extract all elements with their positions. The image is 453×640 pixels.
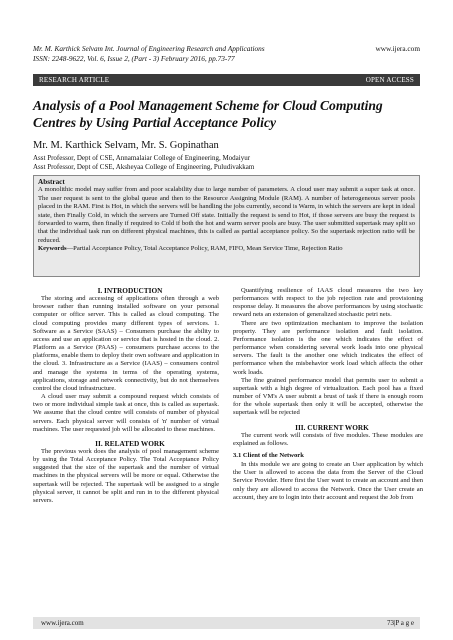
client-network-paragraph: In this module we are going to create an User application by which the User is allowed to access the data from the Server of the Cloud Service Provider. Here first the User want to create an account and then only they are allowed to access the Network. Once the User create an account, they are to login into their account and request the Job from (233, 461, 423, 501)
left-column (33, 287, 219, 505)
article-type-banner (33, 74, 420, 86)
journal-citation-line: Mr. M. Karthick Selvam Int. Journal of Engineering Research and Applications (33, 44, 265, 53)
affiliation-2: Asst Professor, Dept of CSE, Aksheyaa College of Engineering, Puludivakkam (33, 163, 255, 171)
page-footer (33, 617, 420, 629)
paper-authors: Mr. M. Karthick Selvam, Mr. S. Gopinathan (33, 140, 219, 151)
related-work-paragraph-1: The previous work does the analysis of pool management scheme by using the Total Acceptance Policy. The Total Acceptance Policy suggested that the size of the supertask and the number of virtual machines in the physical servers will be more or equal. Otherwise the supertask will be rejected. The supertask will be assigned to a single physical server, it cannot be split and run in to the different physical servers. (33, 447, 219, 504)
right-column (233, 287, 423, 502)
related-work-heading: II. RELATED WORK (95, 438, 165, 448)
journal-url[interactable]: www.ijera.com (375, 44, 420, 53)
abstract-text: A monolithic model may suffer from and poor scalability due to large number of parameters. A cloud user may submit a super task at once. The user request is sent to the global queue and then to the Resource Assigning Module (RAM). A number of heterogeneous server pools placed in the RAM. First is Hot, in which the servers will be handling the jobs currently, second is Warm, in which the servers are kept in ideal state, then Finally Cold, in which the servers are Turned Off state. Initially the request is send to Hot, if those servers are busy the request is forwarded to warm, then finally if required to Cold if both the hot and warm server pools are busy. The user submitted supertask may split so that the individual task run on different physical machines, this is called as partial acceptance policy. So the supertask rejection ratio will be reduced. (38, 186, 415, 244)
current-work-heading: III. CURRENT WORK (295, 422, 369, 432)
right-paragraph-1: Quantifying resilience of IAAS cloud measures the two key performances with respect to the job rejection rate and provisioning response delay. It measures the above performances by using stochastic reward nets an extension of generalized stochastic petri nets. (233, 287, 423, 319)
current-work-paragraph-1: The current work will consists of five modules. These modules are explained as follows. (233, 431, 423, 447)
right-paragraph-3: The fine grained performance model that permits user to submit a supertask with a high degree of virtualization. Each pool has a fixed number of VM's A user submit a brust of task if there is enough room for the whole supertask then only it will be accepted, otherwise the supertask will be rejected (233, 376, 423, 417)
keywords-text: —Partial Acceptance Policy, Total Acceptance Policy, RAM, FIFO, Mean Service Time, Rejection Ratio (66, 245, 343, 253)
footer-url[interactable]: www.ijera.com (41, 618, 84, 627)
introduction-paragraph-2: A cloud user may submit a compound request which consists of two or more individual simple task at once, this is called as supertask. We assume that the cloud centre will consists of number of physical servers. Each physical server will consists of 'n' number of virtual machines. The user requested job will be allocated to these machines. (33, 393, 219, 433)
research-article-label: RESEARCH ARTICLE (39, 75, 110, 84)
keywords-line (38, 245, 415, 253)
abstract-heading: Abstract (38, 178, 65, 186)
open-access-label: OPEN ACCESS (365, 75, 414, 84)
paper-title: Analysis of a Pool Management Scheme for Cloud Computing Centres by Using Partial Acceptance Policy (33, 98, 383, 130)
right-paragraph-2: There are two optimization mechanism to improve the isolation property. They are performance isolation and fault isolation. Performance isolation is the one which indicates the effect of performance when considering several work loads into one physical servers. The fault is the another one which indicates the effect of performance when the misbehavior work load which affects the other work loads. (233, 319, 423, 376)
affiliation-1: Asst Professor, Dept of CSE, Annamalaiar College of Engineering, Modaiyur (33, 154, 251, 162)
abstract-box (33, 175, 420, 277)
introduction-paragraph-1: The storing and accessing of applications often through a web browser rather than running installed software on your personal computer or office server. This is called as cloud computing. The cloud computing provides many different types of services. 1. Software as a Service (SAAS) – Consumers purchase the ability to access and use an application or service that is hosted in the cloud. 2. Platform as a Service (PAAS) – consumers purchase access to the platforms, enable them to deploy their own software and application in the cloud. 3. Infrastructure as a Service (IAAS) – consumers control and manage the systems in terms of the operating systems, applications, storage and network connectivity, but do not themselves control the cloud infrastructure. (33, 295, 219, 392)
introduction-heading: I. INTRODUCTION (97, 286, 163, 295)
page-number: 73|P a g e (387, 618, 414, 627)
client-network-subheading: 3.1 Client of the Network (233, 451, 304, 459)
journal-issn-line: ISSN: 2248-9622, Vol. 6, Issue 2, (Part - 3) February 2016, pp.73-77 (33, 54, 235, 63)
keywords-label: Keywords (38, 245, 67, 253)
